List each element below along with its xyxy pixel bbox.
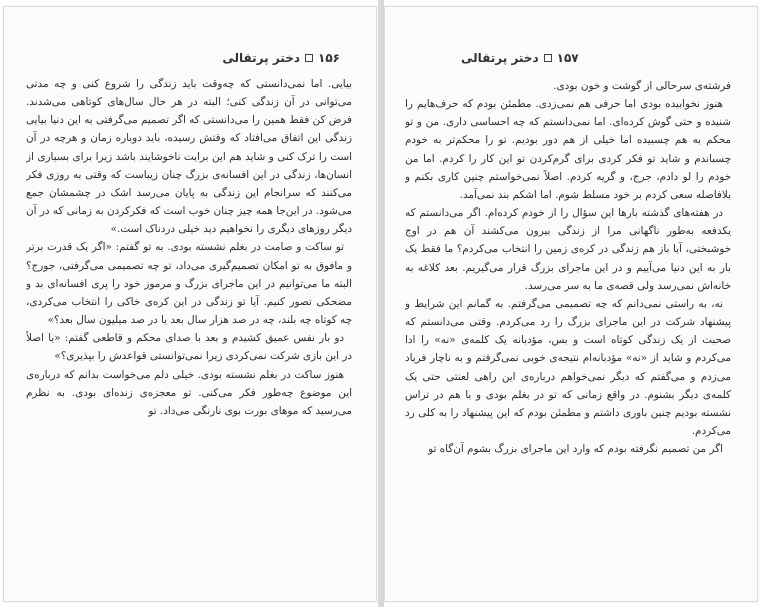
paragraph: تو ساکت و صامت در بغلم نشسته بودی. به تو گفتم: «اگر یک قدرت برتر و مافوق به تو امکان تصمیم‌گیری می‌داد، تو چه تصمیمی می‌گرفتی، جورج؟ البته ما می‌توانیم در این ماجرای بزرگ و مرموز خود را پری افسانه‌ای بد و مضحکی تصور کنیم. آیا تو زندگی در این کره‌ی خاکی را انتخاب می‌کردی، چه کوتاه چه بلند، چه در صد هزار سال بعد یا در صد میلیون سال بعد؟» xyxy=(26,241,352,327)
left-page-header xyxy=(222,49,340,67)
right-page-title: دختر پرتقالی xyxy=(461,51,539,65)
right-page-header xyxy=(461,49,579,67)
right-page xyxy=(384,6,758,602)
left-page xyxy=(3,6,377,602)
square-ornament-icon xyxy=(544,54,552,62)
paragraph: دو بار نفس عمیق کشیدم و بعد با صدای محکم و قاطعی گفتم: «یا اصلاً در این بازی شرکت نمی‌کردی زیرا نمی‌توانستی قواعدش را بپذیری؟» xyxy=(26,332,352,363)
right-page-number: ۱۵۷ xyxy=(556,51,579,65)
paragraph: فرشته‌ی سرحالی از گوشت و خون بودی. xyxy=(553,80,731,92)
left-page-body xyxy=(26,75,352,587)
paragraph: هنوز ساکت در بغلم نشسته بودی. خیلی دلم می‌خواست بدانم که درباره‌ی این موضوع چه‌طور فکر می‌کنی. تو معجزه‌ی زنده‌ای بودی. به نظرم می‌رسید که موهای بورت بوی نارنگی می‌داد. تو xyxy=(26,368,352,417)
paragraph: اگر من تصمیم نگرفته بودم که وارد این ماجرای بزرگ بشوم آن‌گاه تو xyxy=(428,443,723,456)
left-page-title: دختر پرتقالی xyxy=(222,51,301,65)
paragraph: در هفته‌های گذشته بارها این سؤال را از خودم کرده‌ام. اگر می‌دانستم که یکدفعه به‌طور ناگهانی مرا از زندگی بیرون می‌کشند آن هم در اوج خوشبختی، آیا باز هم زندگی در کره‌ی زمین را انتخاب می‌کردم؟ ما فقط یک بار به این دنیا می‌آییم و در این ماجرای بزرگ قرار می‌گیریم. بعد کلاغه به خانه‌اش نمی‌رسد ولی قصه‌ی ما به سر می‌رسد. xyxy=(405,207,731,292)
right-page-body xyxy=(405,77,731,587)
paragraph: هنوز نخوابیده بودی اما حرفی هم نمی‌زدی. مطمئن بودم که حرف‌هایم را شنیده و حتی گوش کرده‌ای. اما نمی‌دانستم که چه احساسی داری. من و تو محکم به هم چسبیده اما خیلی از هم دور بودیم. تو را محکم‌تر به خودم چسباندم و شاید تو فکر کردی برای گرم‌کردن تو این کار را کردم. اما من خودم را لو دادم، جرج، و گریه کردم. اصلاً نمی‌خواستم چنین کاری بکنم و بلافاصله سعی کردم بر خود مسلط شوم. اما اشکم بند نمی‌آمد. xyxy=(405,98,731,201)
paragraph: بیایی. اما نمی‌دانستی که چه‌وقت باید زندگی را شروع کنی و چه مدتی می‌توانی در آن زندگی کنی؛ البته در هر حال سال‌های کوتاهی می‌شدند. فرض کن فقط همین را می‌دانستی که اگر تصمیم می‌گرفتی به این دنیا بیایی زندگی این اتفاق می‌افتاد که وقتش رسیده، باید دوباره زمان و هرچه در آن است را ترک کنی و شاید هم این برایت ناخوشایند باشد زیرا برای بسیاری از انسان‌ها، زندگی در این افسانه‌ی بزرگ چنان زیباست که وقتی به روزی فکر می‌کنند که سرانجام این زندگی به پایان می‌رسد اشک در چشمشان جمع می‌شود. در این‌جا همه چیز چنان خوب است که فکرکردن به زمانی که در آن دیگر روزهای دیگری را نخواهیم دید خیلی دردناک است.» xyxy=(26,78,352,236)
left-page-number: ۱۵۶ xyxy=(318,51,340,65)
square-ornament-icon xyxy=(305,54,313,62)
paragraph: نه، به راستی نمی‌دانم که چه تصمیمی می‌گرفتم. به گمانم این شرایط و پیشنهاد شرکت در این ماجرای بزرگ را رد می‌کردم. وقتی می‌دانستم که صحبت از یک زندگی کوتاه است و بس، مؤدبانه یک کلمه‌ی «نه» را ادا می‌کردم و شاید از «نه» مؤدبانه‌ام نتیجه‌ی خوبی نمی‌گرفتم و به ناچار فریاد می‌زدم و می‌گفتم که دیگر نمی‌خواهم درباره‌ی این راهی لعنتی حتی یک کلمه‌ی دیگر بشنوم. در واقع زمانی که تو در بغلم بودی و با هم در تراس نشسته بودیم چنین باوری داشتم و مطمئن بودم که این پیشنهاد را به کلی رد می‌کردم. xyxy=(405,297,731,437)
